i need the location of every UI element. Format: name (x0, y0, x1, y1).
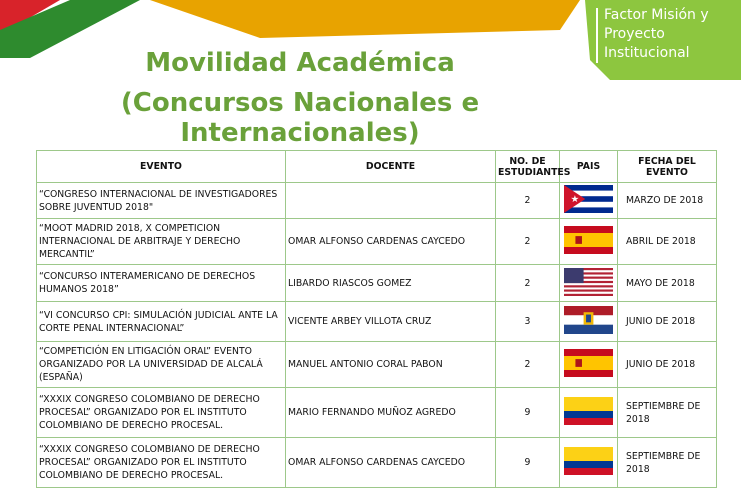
cell-evento: “VI CONCURSO CPI: SIMULACIÓN JUDICIAL ANTE LA CORTE PENAL INTERNACIONAL” (37, 302, 286, 342)
cell-docente: OMAR ALFONSO CARDENAS CAYCEDO (286, 438, 496, 488)
cell-docente (286, 183, 496, 219)
cell-estudiantes: 9 (496, 438, 560, 488)
cell-fecha: MARZO DE 2018 (618, 183, 717, 219)
cell-fecha: SEPTIEMBRE DE 2018 (618, 388, 717, 438)
cell-pais (560, 388, 618, 438)
header-evento: EVENTO (37, 151, 286, 183)
svg-text:★: ★ (570, 194, 580, 206)
cell-fecha: SEPTIEMBRE DE 2018 (618, 438, 717, 488)
cell-pais (560, 438, 618, 488)
cell-estudiantes: 2 (496, 219, 560, 265)
cell-evento: “CONCURSO INTERAMERICANO DE DERECHOS HUMANOS 2018” (37, 265, 286, 302)
factor-label (604, 6, 709, 63)
factor-line-2: Proyecto (604, 26, 665, 42)
usa-flag-icon (564, 268, 613, 296)
factor-line-1: Factor Misión y (604, 7, 709, 23)
orange-banner-shape (150, 0, 580, 38)
cell-estudiantes: 3 (496, 302, 560, 342)
cell-evento: “MOOT MADRID 2018, X COMPETICION INTERNACIONAL DE ARBITRAJE Y DERECHO MERCANTIL” (37, 219, 286, 265)
cell-docente: LIBARDO RIASCOS GOMEZ (286, 265, 496, 302)
cuba-flag-icon (564, 185, 613, 213)
cell-pais (560, 342, 618, 388)
cell-estudiantes: 2 (496, 265, 560, 302)
cell-pais (560, 302, 618, 342)
cell-docente: VICENTE ARBEY VILLOTA CRUZ (286, 302, 496, 342)
cell-pais (560, 219, 618, 265)
table-header-row (37, 151, 717, 183)
page-title: Movilidad Académica (145, 48, 455, 78)
cell-fecha: JUNIO DE 2018 (618, 302, 717, 342)
spain-flag-icon (564, 226, 613, 254)
table-row (37, 219, 717, 265)
cell-evento: “COMPETICIÓN EN LITIGACIÓN ORAL” EVENTO ORGANIZADO POR LA UNIVERSIDAD DE ALCALÁ (ESPAÑA) (37, 342, 286, 388)
header-docente: DOCENTE (286, 151, 496, 183)
cell-docente: MARIO FERNANDO MUÑOZ AGREDO (286, 388, 496, 438)
table-row (37, 265, 717, 302)
table-row (37, 388, 717, 438)
cell-estudiantes: 2 (496, 183, 560, 219)
cell-evento: “XXXIX CONGRESO COLOMBIANO DE DERECHO PROCESAL” ORGANIZADO POR EL INSTITUTO COLOMBIANO DE DERECHO PROCESAL. (37, 388, 286, 438)
cell-estudiantes: 9 (496, 388, 560, 438)
header-pais: PAIS (560, 151, 618, 183)
page-subtitle: (Concursos Nacionales e Internacionales) (120, 88, 480, 148)
colombia-flag-icon (564, 397, 613, 425)
cell-docente: OMAR ALFONSO CARDENAS CAYCEDO (286, 219, 496, 265)
table-row (37, 438, 717, 488)
cell-fecha: MAYO DE 2018 (618, 265, 717, 302)
events-table (36, 150, 717, 488)
table-row (37, 302, 717, 342)
spain-flag-icon (564, 349, 613, 377)
cell-evento: “CONGRESO INTERNACIONAL DE INVESTIGADORES SOBRE JUVENTUD 2018" (37, 183, 286, 219)
cell-fecha: JUNIO DE 2018 (618, 342, 717, 388)
table-row (37, 342, 717, 388)
cell-docente: MANUEL ANTONIO CORAL PABON (286, 342, 496, 388)
cell-pais (560, 183, 618, 219)
header-estudiantes: NO. DE ESTUDIANTES (496, 151, 560, 183)
factor-line-3: Institucional (604, 45, 690, 61)
cell-pais (560, 265, 618, 302)
header-fecha: FECHA DEL EVENTO (618, 151, 717, 183)
cell-estudiantes: 2 (496, 342, 560, 388)
table-row (37, 183, 717, 219)
colombia-flag-icon (564, 447, 613, 475)
cell-fecha: ABRIL DE 2018 (618, 219, 717, 265)
netherlands-hague-flag-icon (564, 306, 613, 334)
cell-evento: “XXXIX CONGRESO COLOMBIANO DE DERECHO PROCESAL” ORGANIZADO POR EL INSTITUTO COLOMBIANO DE DERECHO PROCESAL. (37, 438, 286, 488)
